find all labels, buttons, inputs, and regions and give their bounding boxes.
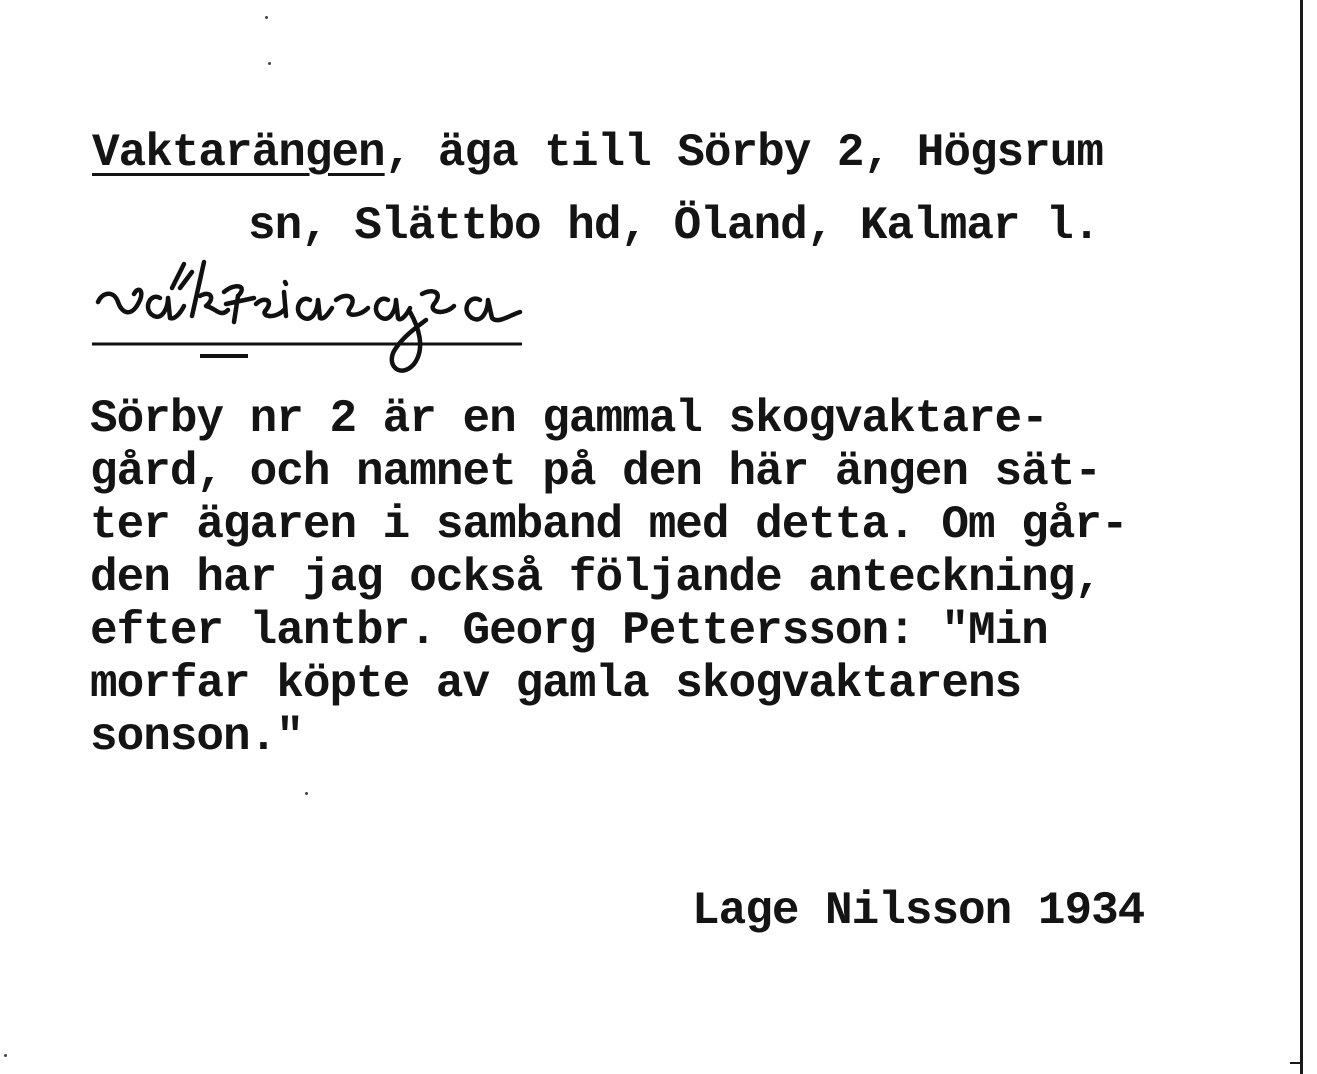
paper-speck xyxy=(268,62,271,65)
body-line: sonson." xyxy=(90,711,303,763)
heading-rest: , äga till Sörby 2, Högsrum xyxy=(384,127,1103,179)
body-line: Sörby nr 2 är en gammal skogvaktare- xyxy=(90,393,1048,445)
card-edge xyxy=(1300,0,1303,1074)
body-line: ter ägaren i samband med detta. Om går- xyxy=(90,499,1128,551)
body-line: efter lantbr. Georg Pettersson: "Min xyxy=(90,605,1048,657)
paper-speck xyxy=(305,792,308,795)
signature: Lage Nilsson 1934 xyxy=(692,885,1145,937)
heading-line-2: sn, Slättbo hd, Öland, Kalmar l. xyxy=(248,200,1100,252)
body-line: morfar köpte av gamla skogvaktarens xyxy=(90,658,1022,710)
card-body xyxy=(90,393,1128,764)
place-name: Vaktarängen xyxy=(92,127,385,179)
paper-speck xyxy=(265,16,268,19)
body-line: gård, och namnet på den här ängen sät- xyxy=(90,446,1101,498)
handwritten-pronunciation xyxy=(88,252,538,402)
body-line: den har jag också följande anteckning, xyxy=(90,552,1101,604)
card-edge-tick xyxy=(1290,1062,1302,1064)
paper-speck xyxy=(4,1054,7,1057)
heading-line-1 xyxy=(92,127,1103,179)
